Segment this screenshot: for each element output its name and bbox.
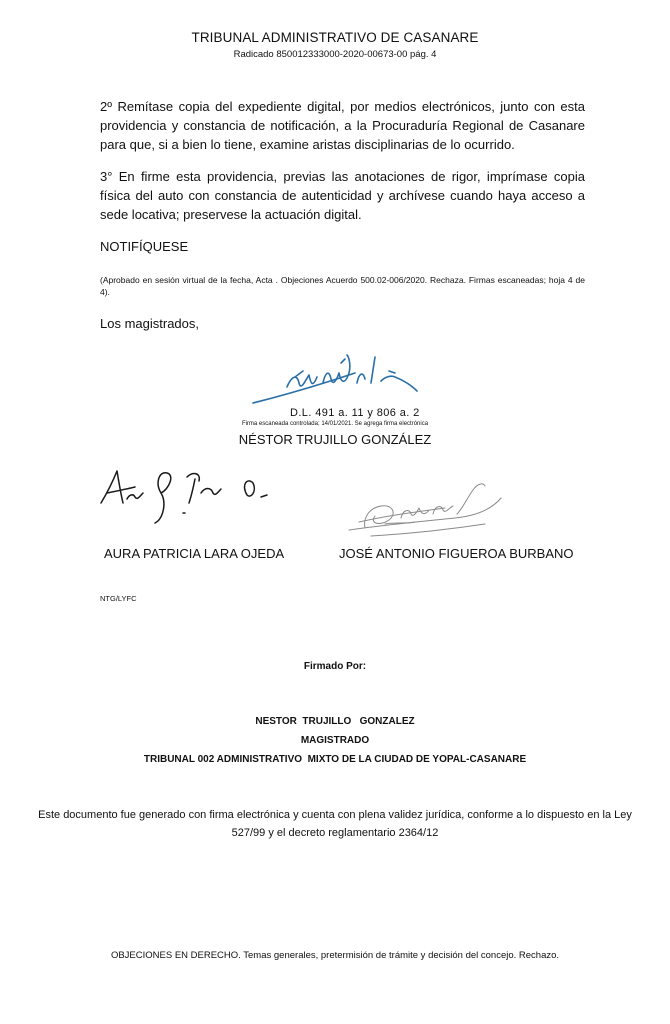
- paragraph-third-order: 3° En firme esta providencia, previas las anotaciones de rigor, imprímase copia física del auto con constancia de autenticidad y archívese cuando haya acceso a sede locativa; preservese la actuación digital.: [100, 169, 585, 222]
- signature-figueroa-image: [345, 478, 505, 546]
- page-footer: OBJECIONES EN DERECHO. Temas generales, pretermisión de trámite y decisión del concejo. Rechazo.: [110, 950, 560, 961]
- signature-lara-image: [97, 463, 282, 528]
- signed-by-label: Firmado Por:: [303, 661, 367, 672]
- drafter-initials: NTG/LYFC: [100, 594, 137, 603]
- decree-reference: D.L. 491 a. 11 y 806 a. 2: [290, 407, 420, 419]
- signer-court: TRIBUNAL 002 ADMINISTRATIVO MIXTO DE LA CIUDAD DE YOPAL-CASANARE: [143, 754, 527, 765]
- scanned-signature-note: Firma escaneada controlada; 14/01/2021. Se agrega firma electrónica: [241, 421, 429, 427]
- radicado-number: Radicado 850012333000-2020-00673-00 pág. 4: [233, 49, 437, 60]
- notifiquese-heading: NOTIFÍQUESE: [100, 239, 189, 254]
- paragraph-second-order: 2º Remítase copia del expediente digital, por medios electrónicos, junto con esta providencia y constancia de notificación, a la Procuraduría Regional de Casanare para que, si a bien lo tiene, examine aristas disciplinarias de lo ocurrido.: [100, 99, 585, 152]
- signer-name: NESTOR TRUJILLO GONZALEZ: [255, 716, 415, 727]
- court-header-title: TRIBUNAL ADMINISTRATIVO DE CASANARE: [191, 30, 479, 45]
- signer-role: MAGISTRADO: [300, 735, 370, 746]
- magistrate-name-trujillo: NÉSTOR TRUJILLO GONZÁLEZ: [238, 432, 432, 447]
- legal-validity-notice: Este documento fue generado con firma electrónica y cuenta con plena validez jurídica, conforme a lo dispuesto en la Ley 527/99 y el decreto reglamentario 2364/12: [38, 809, 632, 839]
- approval-note: (Aprobado en sesión virtual de la fecha, Acta . Objeciones Acuerdo 500.02-006/2020. Rechaza. Firmas escaneadas; hoja 4 de 4).: [100, 275, 585, 297]
- magistrate-name-lara: AURA PATRICIA LARA OJEDA: [104, 546, 285, 561]
- magistrates-label: Los magistrados,: [100, 316, 199, 331]
- signature-trujillo-image: [245, 343, 445, 408]
- magistrate-name-figueroa: JOSÉ ANTONIO FIGUEROA BURBANO: [339, 546, 574, 561]
